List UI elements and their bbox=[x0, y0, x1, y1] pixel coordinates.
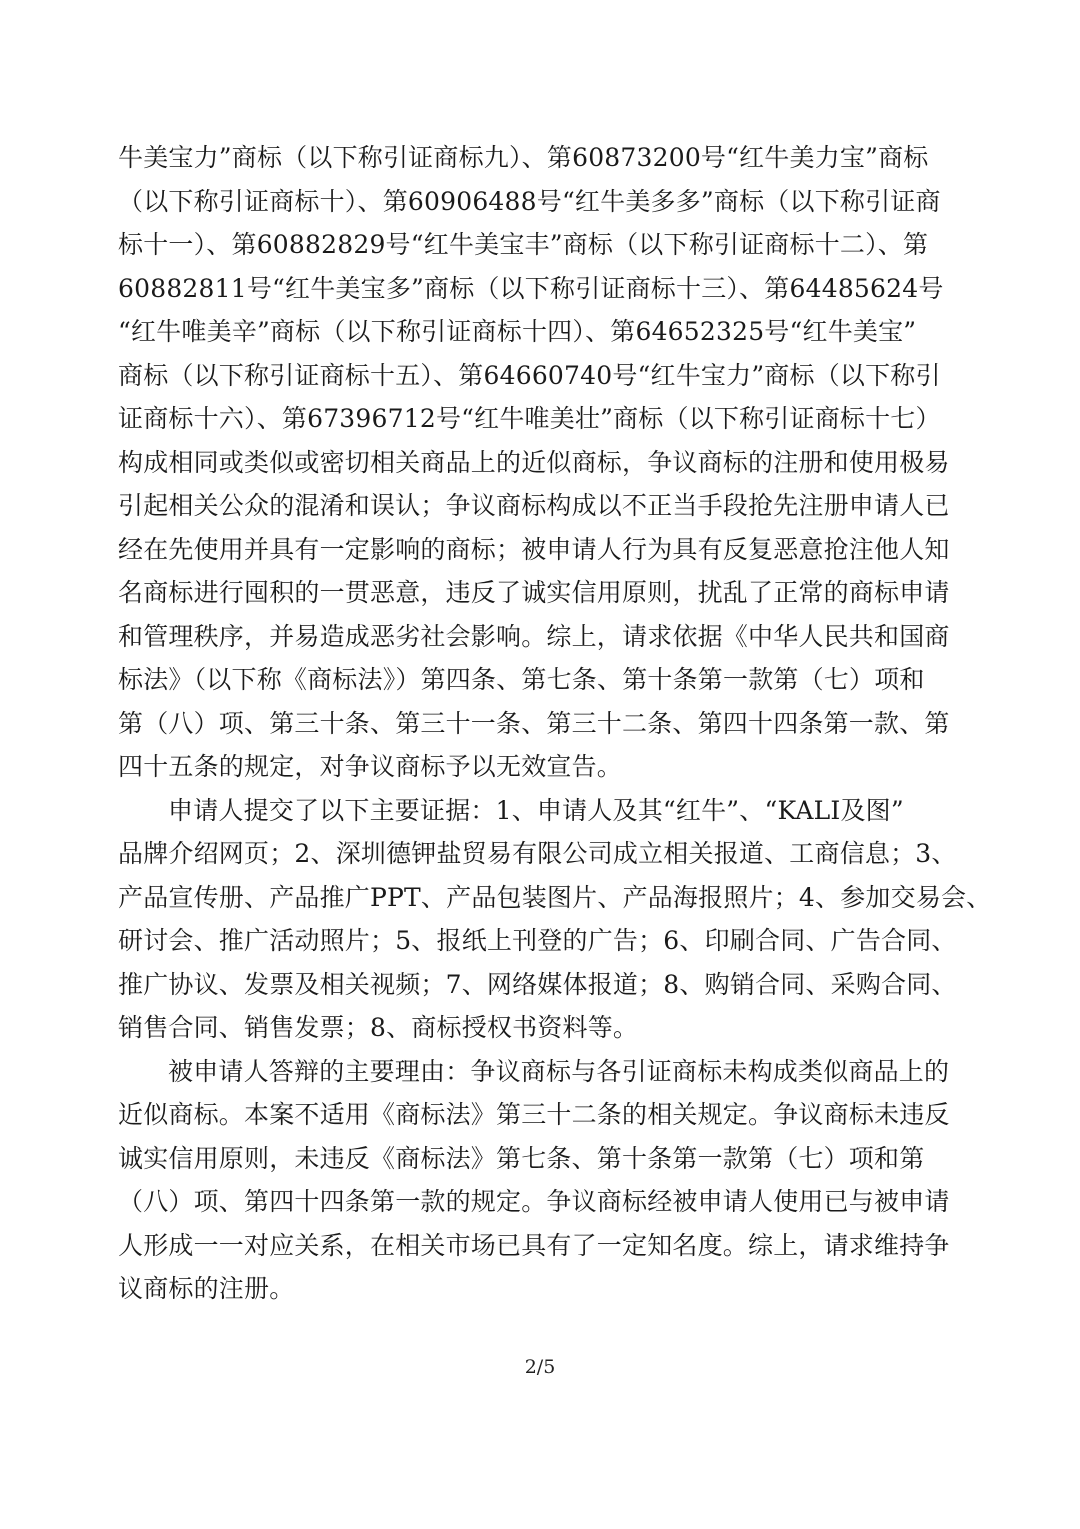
text-line: 推广协议、发票及相关视频；7、网络媒体报道；8、购销合同、采购合同、 bbox=[118, 969, 957, 999]
text-line: 商标（以下称引证商标十五）、第64660740号“红牛宝力”商标（以下称引 bbox=[118, 360, 941, 390]
text-line: 申请人提交了以下主要证据：1、申请人及其“红牛”、“KALI及图” bbox=[168, 795, 904, 825]
text-line: 四十五条的规定，对争议商标予以无效宣告。 bbox=[118, 752, 623, 781]
text-line: 研讨会、推广活动照片；5、报纸上刊登的广告；6、印刷合同、广告合同、 bbox=[118, 926, 957, 955]
paragraph-evidence bbox=[118, 789, 992, 1050]
text-line: 品牌介绍网页；2、深圳德钾盐贸易有限公司成立相关报道、工商信息；3、 bbox=[118, 839, 957, 868]
text-line: 牛美宝力”商标（以下称引证商标九）、第60873200号“红牛美力宝”商标 bbox=[118, 143, 929, 172]
text-line: （八）项、第四十四条第一款的规定。争议商标经被申请人使用已与被申请 bbox=[118, 1187, 950, 1216]
text-line: 60882811号“红牛美宝多”商标（以下称引证商标十三）、第64485624号 bbox=[118, 273, 944, 303]
text-line: 标十一）、第60882829号“红牛美宝丰”商标（以下称引证商标十二）、第 bbox=[118, 230, 929, 259]
text-line: 和管理秩序，并易造成恶劣社会影响。综上，请求依据《中华人民共和国商 bbox=[118, 621, 950, 651]
text-line: 人形成一一对应关系，在相关市场已具有了一定知名度。综上，请求维持争 bbox=[118, 1230, 950, 1260]
text-line: （以下称引证商标十）、第60906488号“红牛美多多”商标（以下称引证商 bbox=[118, 186, 941, 216]
paragraph-claims bbox=[118, 136, 978, 789]
text-line: 第（八）项、第三十条、第三十一条、第三十二条、第四十四条第一款、第 bbox=[118, 708, 950, 738]
paragraph-defense bbox=[118, 1050, 978, 1311]
text-line: 经在先使用并具有一定影响的商标；被申请人行为具有反复恶意抢注他人知 bbox=[118, 534, 950, 564]
text-line: 销售合同、销售发票；8、商标授权书资料等。 bbox=[118, 1013, 639, 1042]
text-line: 标法》（以下称《商标法》）第四条、第七条、第十条第一款第（七）项和 bbox=[118, 665, 925, 694]
text-line: 产品宣传册、产品推广PPT、产品包装图片、产品海报照片；4、参加交易会、 bbox=[118, 882, 992, 912]
text-line: 证商标十六）、第67396712号“红牛唯美壮”商标（以下称引证商标十七） bbox=[118, 404, 941, 433]
text-line: 引起相关公众的混淆和误认；争议商标构成以不正当手段抢先注册申请人已 bbox=[118, 491, 950, 520]
text-line: 名商标进行囤积的一贯恶意，违反了诚实信用原则，扰乱了正常的商标申请 bbox=[118, 578, 950, 607]
text-line: 近似商标。本案不适用《商标法》第三十二条的相关规定。争议商标未违反 bbox=[118, 1100, 950, 1129]
text-line: 构成相同或类似或密切相关商品上的近似商标，争议商标的注册和使用极易 bbox=[118, 447, 950, 477]
page-number: 2/5 bbox=[524, 1356, 556, 1378]
text-line: 诚实信用原则，未违反《商标法》第七条、第十条第一款第（七）项和第 bbox=[118, 1143, 925, 1173]
text-line: “红牛唯美辛”商标（以下称引证商标十四）、第64652325号“红牛美宝” bbox=[118, 317, 917, 346]
text-line: 议商标的注册。 bbox=[118, 1274, 295, 1303]
document-body bbox=[118, 136, 992, 1311]
text-line: 被申请人答辩的主要理由：争议商标与各引证商标未构成类似商品上的 bbox=[168, 1056, 950, 1086]
